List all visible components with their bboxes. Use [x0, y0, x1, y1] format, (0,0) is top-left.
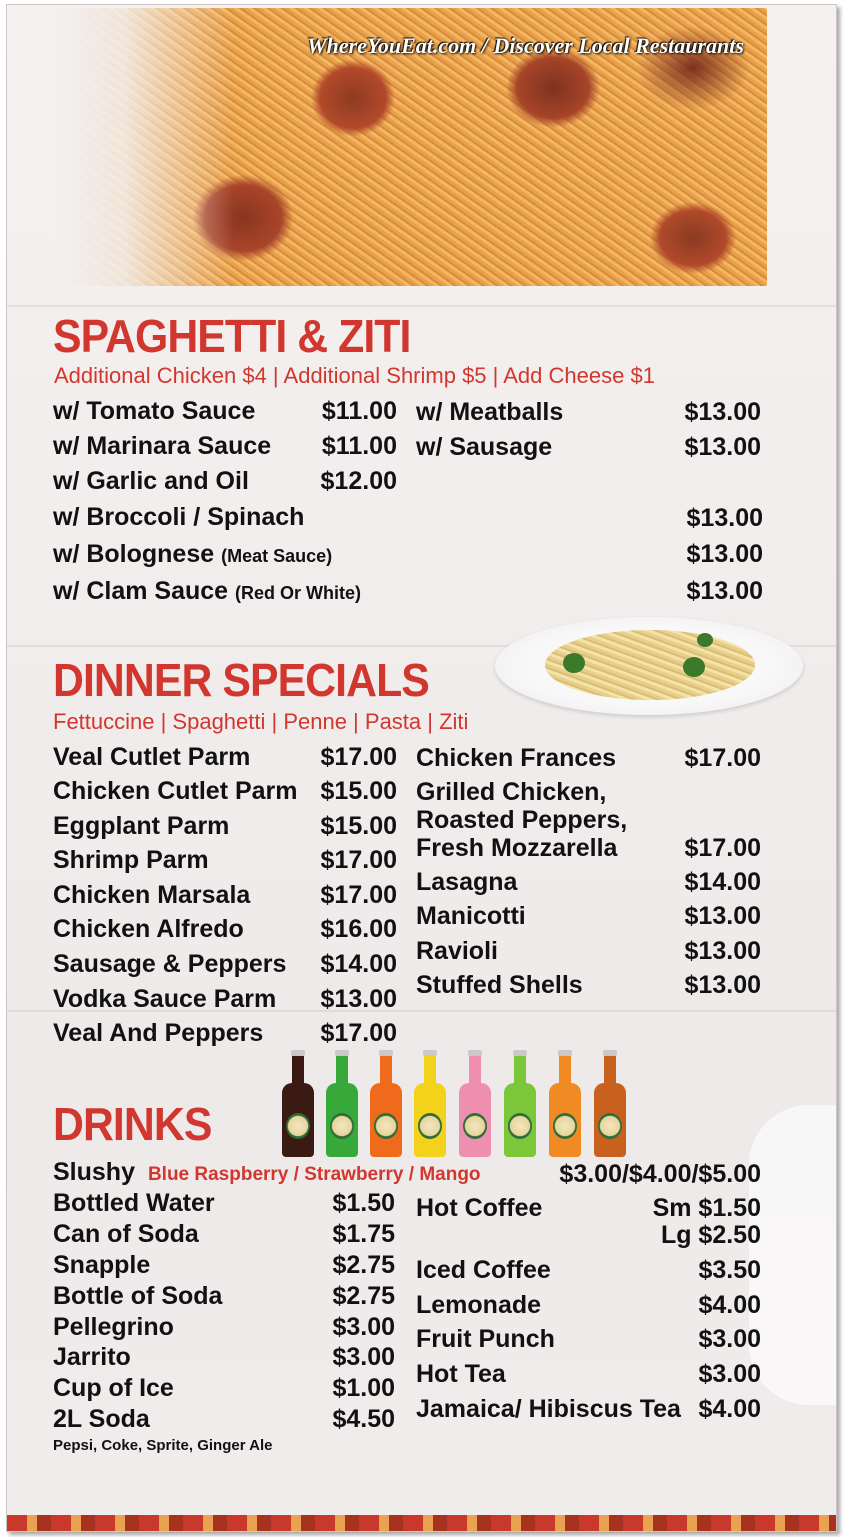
- menu-item-name: Manicotti: [416, 902, 526, 930]
- bottle-cap: [379, 1050, 393, 1056]
- menu-item-name: w/ Tomato Sauce: [53, 397, 256, 425]
- menu-item-name: Chicken Frances: [416, 744, 617, 772]
- menu-item-name: Iced Coffee: [416, 1256, 551, 1284]
- menu-item-price: $3.50: [698, 1256, 761, 1284]
- broccoli-shape: [683, 657, 705, 677]
- menu-item-name: Lemonade: [416, 1291, 542, 1319]
- watermark: WhereYouEat.com / Discover Local Restaurants: [307, 33, 744, 58]
- soda-bottle: [368, 1053, 404, 1157]
- menu-item-price: $14.00: [320, 950, 397, 978]
- bottle-label: [418, 1113, 442, 1139]
- menu-item-name: Shrimp Parm: [53, 846, 209, 874]
- menu-item-name: Can of Soda: [53, 1220, 199, 1248]
- menu-item-note: (Meat Sauce): [221, 546, 333, 566]
- menu-item-price: $13.00: [686, 540, 763, 568]
- bottle-label: [598, 1113, 622, 1139]
- menu-item-label: w/ Broccoli / Spinach: [53, 503, 305, 531]
- menu-item-name: Jarrito: [53, 1343, 131, 1371]
- section-subtitle-spaghetti: Additional Chicken $4 | Additional Shrimp $5 | Add Cheese $1: [54, 363, 655, 388]
- texture-line: [7, 305, 836, 307]
- menu-item-price: $17.00: [684, 744, 761, 772]
- menu-item-price: $11.00: [321, 432, 397, 460]
- menu-item-name: Bottle of Soda: [53, 1282, 223, 1310]
- menu-item-price: $17.00: [684, 834, 761, 862]
- section-subtitle-dinner: Fettuccine | Spaghetti | Penne | Pasta | Ziti: [53, 709, 469, 734]
- menu-item-name: Jamaica/ Hibiscus Tea: [416, 1395, 681, 1423]
- menu-item-price: $3.00/$4.00/$5.00: [559, 1160, 761, 1188]
- section-title-dinner: DINNER SPECIALS: [53, 654, 429, 706]
- soda-bottle: [592, 1053, 628, 1157]
- bottle-cap: [335, 1050, 349, 1056]
- menu-item-price: $13.00: [684, 971, 761, 999]
- soda-bottle: [502, 1053, 538, 1157]
- bottle-cap: [468, 1050, 482, 1056]
- menu-item-name: Chicken Cutlet Parm: [53, 777, 298, 805]
- soda-bottle: [412, 1053, 448, 1157]
- bottle-label: [463, 1113, 487, 1139]
- menu-item-name: Pellegrino: [53, 1313, 174, 1341]
- bottle-neck: [424, 1053, 436, 1087]
- menu-item-name: Hot Tea: [416, 1360, 506, 1388]
- menu-item-name: [53, 577, 361, 606]
- menu-item-name: Lasagna: [416, 868, 518, 896]
- menu-item-label: w/ Bolognese: [53, 540, 215, 568]
- menu-item-name: Snapple: [53, 1251, 151, 1279]
- menu-item-name: w/ Garlic and Oil: [53, 467, 249, 495]
- photo-fade: [53, 8, 233, 286]
- menu-item-price: $15.00: [320, 777, 397, 805]
- menu-item-name: [53, 540, 332, 569]
- menu-item-price: $1.75: [332, 1220, 395, 1248]
- menu-item-name: Chicken Alfredo: [53, 915, 244, 943]
- menu-item-price: $4.00: [698, 1395, 761, 1423]
- bottle-neck: [292, 1053, 304, 1087]
- bottle-neck: [336, 1053, 348, 1087]
- bottle-label: [286, 1113, 310, 1139]
- soda-bottle: [324, 1053, 360, 1157]
- menu-item-price: $15.00: [320, 812, 397, 840]
- menu-item-price: $13.00: [686, 577, 763, 605]
- menu-item-name: Fruit Punch: [416, 1325, 555, 1353]
- bottle-cap: [291, 1050, 305, 1056]
- menu-item-price: $3.00: [332, 1313, 395, 1341]
- menu-item-name: Chicken Marsala: [53, 881, 251, 909]
- menu-item-price: $17.00: [320, 743, 397, 771]
- soda-bottle: [547, 1053, 583, 1157]
- menu-page: [6, 4, 837, 1532]
- slushy-flavors: Blue Raspberry / Strawberry / Mango: [147, 1164, 481, 1185]
- menu-item-name: Hot Coffee: [416, 1194, 543, 1222]
- menu-item-price: $3.00: [332, 1343, 395, 1371]
- bottle-label: [330, 1113, 354, 1139]
- menu-item-price: $13.00: [684, 433, 761, 461]
- menu-item-price: $13.00: [686, 504, 763, 532]
- bottle-neck: [514, 1053, 526, 1087]
- bottle-neck: [469, 1053, 481, 1087]
- menu-item-price: $4.50: [332, 1405, 395, 1433]
- menu-item-price: $13.00: [320, 985, 397, 1013]
- menu-item-price-large: Lg $2.50: [660, 1221, 761, 1249]
- menu-item-price: $11.00: [321, 397, 397, 425]
- menu-item-label: w/ Clam Sauce: [53, 577, 229, 605]
- pizza-photo-strip: [7, 1515, 836, 1531]
- menu-item-name: w/ Marinara Sauce: [53, 432, 272, 460]
- menu-item-name: 2L Soda: [53, 1405, 150, 1433]
- menu-item-name-line: Roasted Peppers,: [416, 806, 628, 834]
- menu-item-name: [53, 503, 304, 532]
- menu-item-name: Veal Cutlet Parm: [53, 743, 251, 771]
- menu-item-price: $4.00: [698, 1291, 761, 1319]
- soda-bottle: [280, 1053, 316, 1157]
- menu-item-price: $1.50: [332, 1189, 395, 1217]
- bottle-neck: [604, 1053, 616, 1087]
- menu-item-name: Ravioli: [416, 937, 498, 965]
- menu-item-price-small: Sm $1.50: [652, 1194, 761, 1222]
- bottle-cap: [558, 1050, 572, 1056]
- menu-item-name-line: Fresh Mozzarella: [416, 834, 618, 862]
- menu-item-name: Bottled Water: [53, 1189, 215, 1217]
- menu-item-price: $2.75: [332, 1282, 395, 1310]
- bottle-neck: [380, 1053, 392, 1087]
- section-title-spaghetti: SPAGHETTI & ZITI: [53, 310, 411, 362]
- menu-item-price: $17.00: [320, 1019, 397, 1047]
- soda-bottle: [457, 1053, 493, 1157]
- broccoli-shape: [697, 633, 713, 647]
- bottle-cap: [603, 1050, 617, 1056]
- menu-item-price: $16.00: [320, 915, 397, 943]
- bottle-neck: [559, 1053, 571, 1087]
- menu-item-price: $17.00: [320, 881, 397, 909]
- menu-item-price: $14.00: [684, 868, 761, 896]
- menu-item-name-line: Grilled Chicken,: [416, 778, 607, 806]
- menu-item-name: Stuffed Shells: [416, 971, 583, 999]
- menu-item-price: $13.00: [684, 937, 761, 965]
- bottle-cap: [513, 1050, 527, 1056]
- menu-item-price: $12.00: [320, 467, 397, 495]
- menu-item-name: Sausage & Peppers: [53, 950, 287, 978]
- page-curve: [749, 1105, 837, 1405]
- menu-item-price: $13.00: [684, 398, 761, 426]
- menu-item-name: Cup of Ice: [53, 1374, 174, 1402]
- menu-item-note: (Red Or White): [235, 583, 362, 603]
- menu-item-name: w/ Sausage: [416, 433, 553, 461]
- bottle-label: [553, 1113, 577, 1139]
- section-title-drinks: DRINKS: [53, 1098, 212, 1150]
- menu-item-price: $13.00: [684, 902, 761, 930]
- menu-item-price: $3.00: [698, 1360, 761, 1388]
- bottle-label: [374, 1113, 398, 1139]
- menu-item-name: [53, 1158, 481, 1187]
- menu-item-price: $3.00: [698, 1325, 761, 1353]
- menu-item-label: Slushy: [53, 1158, 135, 1186]
- menu-item-name: Eggplant Parm: [53, 812, 230, 840]
- broccoli-shape: [563, 653, 585, 673]
- menu-item-name: Vodka Sauce Parm: [53, 985, 277, 1013]
- bottle-label: [508, 1113, 532, 1139]
- menu-item-price: $2.75: [332, 1251, 395, 1279]
- menu-item-price: $1.00: [332, 1374, 395, 1402]
- menu-item-price: $17.00: [320, 846, 397, 874]
- menu-item-name: Veal And Peppers: [53, 1019, 264, 1047]
- soda-note: Pepsi, Coke, Sprite, Ginger Ale: [53, 1437, 273, 1454]
- bottle-cap: [423, 1050, 437, 1056]
- menu-item-name: w/ Meatballs: [416, 398, 564, 426]
